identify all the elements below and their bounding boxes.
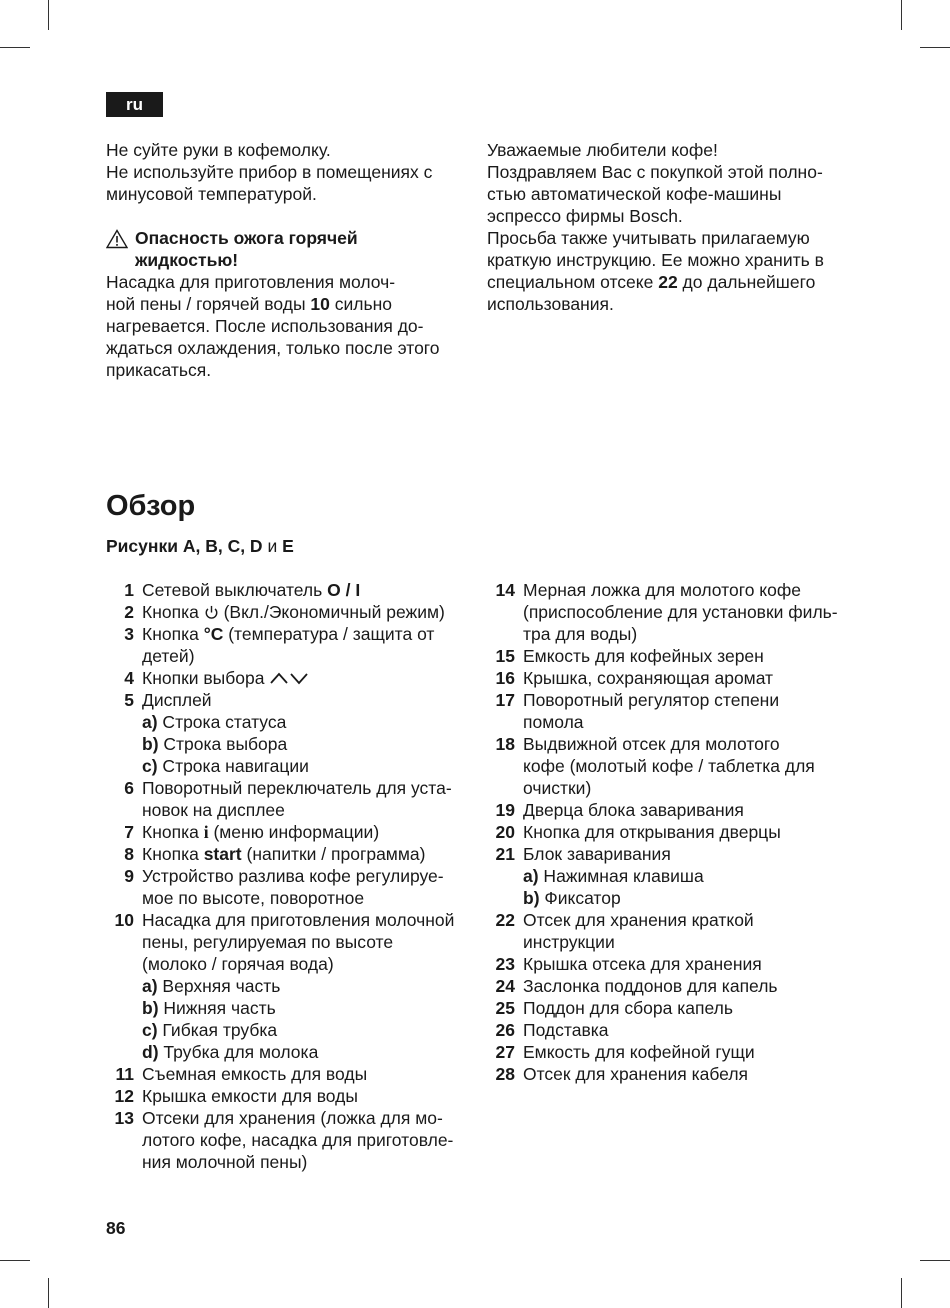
text-line: Просьба также учитывать прилагаемую xyxy=(487,228,810,248)
figures-and: и xyxy=(262,536,283,556)
language-tag: ru xyxy=(106,92,163,117)
crop-mark xyxy=(0,1260,30,1261)
item-text: Блок заваривания xyxy=(523,844,671,864)
text-line xyxy=(487,271,824,293)
text-line: прикасаться. xyxy=(106,360,212,380)
item-number: 2 xyxy=(124,602,134,622)
item-continuation: новок на дисплее xyxy=(142,800,285,820)
item-text: Выдвижной отсек для молотого xyxy=(523,734,780,754)
item-number: 22 xyxy=(495,910,515,930)
item-text: Поддон для сбора капель xyxy=(523,998,733,1018)
list-item xyxy=(106,821,454,843)
item-number: 20 xyxy=(495,822,515,842)
list-item xyxy=(487,799,838,821)
list-item xyxy=(487,579,838,601)
up-down-arrows-icon xyxy=(269,671,309,685)
item-number: 1 xyxy=(124,580,134,600)
sub-text: Гибкая трубка xyxy=(157,1020,278,1040)
sub-letter: b) xyxy=(142,998,159,1018)
parts-list-right xyxy=(487,579,838,1085)
sub-letter: a) xyxy=(142,712,158,732)
list-item xyxy=(106,689,454,711)
warning-title-line: Опасность ожога горячей xyxy=(135,228,358,248)
list-item xyxy=(106,601,454,623)
item-number: 27 xyxy=(495,1042,515,1062)
sub-item xyxy=(487,865,838,887)
text-bold: °C xyxy=(203,624,224,644)
sub-item xyxy=(106,975,454,997)
text-bold: start xyxy=(203,844,242,864)
text-line xyxy=(106,293,440,315)
item-continuation: пены, регулируемая по высоте xyxy=(142,932,394,952)
sub-letter: a) xyxy=(142,976,158,996)
item-number: 28 xyxy=(495,1064,515,1084)
text-span: до дальнейшего xyxy=(677,272,816,292)
sub-text: Фиксатор xyxy=(539,888,621,908)
warning-title xyxy=(106,249,440,271)
item-number: 3 xyxy=(124,624,134,644)
item-number: 14 xyxy=(495,580,515,600)
text-line: использования. xyxy=(487,294,614,314)
sub-text: Строка выбора xyxy=(158,734,288,754)
text-span: Кнопка xyxy=(142,822,204,842)
item-text: Подставка xyxy=(523,1020,609,1040)
list-item xyxy=(487,953,838,975)
sub-item xyxy=(106,733,454,755)
item-number: 21 xyxy=(495,844,515,864)
section-title: Обзор xyxy=(106,490,196,522)
item-text: Заслонка поддонов для капель xyxy=(523,976,778,996)
sub-item xyxy=(106,755,454,777)
item-continuation: тра для воды) xyxy=(523,624,638,644)
list-item xyxy=(106,667,454,689)
list-item xyxy=(487,909,838,931)
list-item xyxy=(106,1063,454,1085)
list-item xyxy=(487,1063,838,1085)
list-item xyxy=(106,1107,454,1129)
crop-mark xyxy=(920,1260,950,1261)
item-number: 8 xyxy=(124,844,134,864)
list-item xyxy=(106,843,454,865)
text-span: Кнопка xyxy=(142,844,204,864)
text-span: Кнопка xyxy=(142,602,204,622)
text-span: Кнопка xyxy=(142,624,204,644)
crop-mark xyxy=(48,0,49,30)
item-continuation: ния молочной пены) xyxy=(142,1152,308,1172)
item-number: 12 xyxy=(114,1086,134,1106)
item-number: 10 xyxy=(114,910,134,930)
ref-number: 22 xyxy=(658,272,678,292)
item-number: 25 xyxy=(495,998,515,1018)
list-item xyxy=(106,579,454,601)
text-line: Уважаемые любители кофе! xyxy=(487,140,718,160)
text-span: Сетевой выключатель xyxy=(142,580,328,600)
item-text: Крышка емкости для воды xyxy=(142,1086,358,1106)
list-item xyxy=(487,667,838,689)
sub-item xyxy=(106,997,454,1019)
crop-mark xyxy=(0,47,30,48)
item-text: Поворотный переключатель для уста- xyxy=(142,778,452,798)
list-item xyxy=(487,1019,838,1041)
text-line: нагревается. После использования до- xyxy=(106,316,424,336)
item-continuation: (молоко / горячая вода) xyxy=(142,954,334,974)
item-continuation: лотого кофе, насадка для приготовле- xyxy=(142,1130,454,1150)
item-text xyxy=(134,667,309,689)
right-intro-column xyxy=(487,139,824,315)
item-number: 16 xyxy=(495,668,515,688)
list-item xyxy=(106,1085,454,1107)
parts-list-left xyxy=(106,579,454,1173)
sub-text: Трубка для молока xyxy=(158,1042,319,1062)
item-number: 13 xyxy=(114,1108,134,1128)
sub-letter: b) xyxy=(142,734,159,754)
item-text: Отсеки для хранения (ложка для мо- xyxy=(142,1108,443,1128)
item-number: 4 xyxy=(124,668,134,688)
power-icon xyxy=(204,605,219,620)
item-continuation: очистки) xyxy=(523,778,592,798)
item-continuation: (приспособление для установки филь- xyxy=(523,602,838,622)
list-item xyxy=(106,777,454,799)
sub-item xyxy=(106,711,454,733)
item-number: 26 xyxy=(495,1020,515,1040)
item-text: Емкость для кофейной гущи xyxy=(523,1042,755,1062)
item-text: Устройство разлива кофе регулируе- xyxy=(142,866,444,886)
list-item xyxy=(487,1041,838,1063)
list-item xyxy=(487,997,838,1019)
figures-label: Рисунки A, B, C, D xyxy=(106,536,263,556)
item-number: 7 xyxy=(124,822,134,842)
text-line: краткую инструкцию. Ее можно хранить в xyxy=(487,250,824,270)
sub-text: Нижняя часть xyxy=(158,998,276,1018)
left-intro-column xyxy=(106,139,440,381)
sub-letter: c) xyxy=(142,756,158,776)
figures-reference xyxy=(106,535,294,557)
item-text: Съемная емкость для воды xyxy=(142,1064,368,1084)
text-span: (напитки / программа) xyxy=(241,844,426,864)
item-number: 15 xyxy=(495,646,515,666)
item-number: 5 xyxy=(124,690,134,710)
sub-item xyxy=(106,1019,454,1041)
sub-text: Строка статуса xyxy=(157,712,287,732)
list-item xyxy=(487,843,838,865)
text-span: ной пены / горячей воды xyxy=(106,294,311,314)
text-span: сильно xyxy=(329,294,392,314)
list-item xyxy=(487,645,838,667)
text-line: ждаться охлаждения, только после этого xyxy=(106,338,440,358)
sub-letter: a) xyxy=(523,866,539,886)
sub-text: Верхняя часть xyxy=(157,976,281,996)
sub-text: Нажимная клавиша xyxy=(538,866,704,886)
item-number: 9 xyxy=(124,866,134,886)
item-text: Дверца блока заваривания xyxy=(523,800,744,820)
text-span: (меню информации) xyxy=(208,822,380,842)
crop-mark xyxy=(48,1278,49,1308)
item-continuation: инструкции xyxy=(523,932,615,952)
item-continuation: мое по высоте, поворотное xyxy=(142,888,365,908)
item-text: Емкость для кофейных зерен xyxy=(523,646,764,666)
sub-letter: d) xyxy=(142,1042,159,1062)
item-number: 6 xyxy=(124,778,134,798)
item-text: Отсек для хранения краткой xyxy=(523,910,754,930)
sub-letter: b) xyxy=(523,888,540,908)
text-line: Не суйте руки в кофемолку. xyxy=(106,140,331,160)
item-text xyxy=(134,623,434,645)
crop-mark xyxy=(901,0,902,30)
sub-item xyxy=(487,887,838,909)
item-text xyxy=(134,843,425,865)
item-number: 24 xyxy=(495,976,515,996)
crop-mark xyxy=(920,47,950,48)
item-continuation: кофе (молотый кофе / таблетка для xyxy=(523,756,815,776)
list-item xyxy=(106,623,454,645)
info-icon: i xyxy=(203,822,209,842)
item-text: Поворотный регулятор степени xyxy=(523,690,780,710)
item-text xyxy=(134,579,360,601)
text-line: минусовой температурой. xyxy=(106,184,317,204)
item-text: Дисплей xyxy=(142,690,212,710)
item-number: 18 xyxy=(495,734,515,754)
figures-last: E xyxy=(282,536,294,556)
item-text: Крышка, сохраняющая аромат xyxy=(523,668,774,688)
item-text: Отсек для хранения кабеля xyxy=(523,1064,749,1084)
warning-title xyxy=(106,227,440,249)
text-line: эспрессо фирмы Bosch. xyxy=(487,206,683,226)
item-text xyxy=(134,821,379,843)
item-text: Крышка отсека для хранения xyxy=(523,954,762,974)
list-item xyxy=(487,689,838,711)
item-text: Мерная ложка для молотого кофе xyxy=(523,580,802,600)
list-item xyxy=(487,975,838,997)
text-span: (Вкл./Экономичный режим) xyxy=(218,602,445,622)
item-number: 17 xyxy=(495,690,515,710)
warning-triangle-icon xyxy=(106,229,128,249)
text-line: Насадка для приготовления молоч- xyxy=(106,272,396,292)
page-number: 86 xyxy=(106,1218,126,1238)
list-item xyxy=(487,821,838,843)
list-item xyxy=(487,733,838,755)
text-span: (температура / защита от xyxy=(223,624,435,644)
item-text: Кнопка для открывания дверцы xyxy=(523,822,781,842)
text-bold: O / I xyxy=(327,580,361,600)
text-line: Поздравляем Вас с покупкой этой полно- xyxy=(487,162,823,182)
text-span: специальном отсеке xyxy=(487,272,659,292)
warning-title-line: жидкостью! xyxy=(135,250,239,270)
item-text: Насадка для приготовления молочной xyxy=(142,910,455,930)
list-item xyxy=(106,865,454,887)
sub-text: Строка навигации xyxy=(157,756,309,776)
item-number: 11 xyxy=(115,1064,134,1084)
text-span: Кнопки выбора xyxy=(142,668,270,688)
ref-number: 10 xyxy=(310,294,330,314)
text-line: стью автоматической кофе-машины xyxy=(487,184,782,204)
sub-letter: c) xyxy=(142,1020,158,1040)
item-number: 19 xyxy=(495,800,515,820)
sub-item xyxy=(106,1041,454,1063)
text-line: Не используйте прибор в помещениях с xyxy=(106,162,433,182)
item-number: 23 xyxy=(495,954,515,974)
list-item xyxy=(106,909,454,931)
item-continuation: детей) xyxy=(142,646,195,666)
crop-mark xyxy=(901,1278,902,1308)
item-continuation: помола xyxy=(523,712,584,732)
item-text xyxy=(134,601,445,623)
